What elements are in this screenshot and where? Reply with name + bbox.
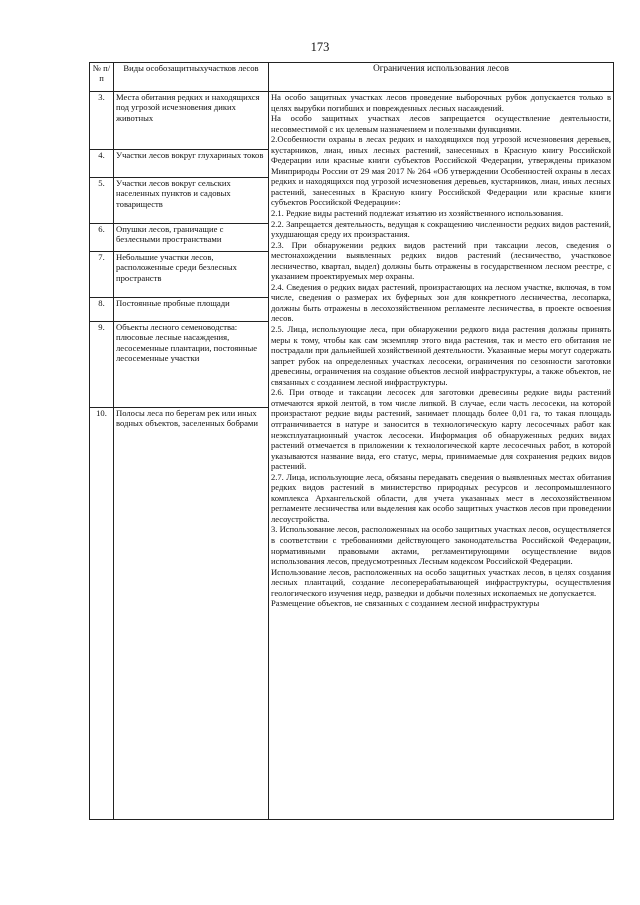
paragraph: Использование лесов, расположенных на особо защитных участках лесов, в целях создания лесных плантаций, создание лесоперерабатывающей инфраструктуры, осуществления геологического изучения недр, разведки и добычи полезных ископаемых не допускается. xyxy=(271,566,611,598)
paragraph: Размещение объектов, не связанных с созданием лесной инфраструктуры xyxy=(271,598,540,609)
row-type: Небольшие участки лесов, расположенные среди безлесных пространств xyxy=(114,252,269,298)
paragraph: 2.2. Запрещается деятельность, ведущая к сокращению численности редких видов растений, ухудшающая среду их произрастания. xyxy=(271,218,611,240)
row-type: Опушки лесов, граничащие с безлесными пространствами xyxy=(114,224,269,252)
paragraph: 2.3. При обнаружении редких видов растений при таксации лесов, сведения о местонахождении выявленных редких видов растений (лесничество, участковое лесничество, квартал, выдел) должны быть отражены в государственном лесном реестре, с указанием проектируемых мер охраны. xyxy=(271,239,611,282)
paragraph: На особо защитных участках лесов проведение выборочных рубок допускается только в целях вырубки погибших и поврежденных лесных насаждений. xyxy=(271,92,611,113)
restrictions-table xyxy=(89,62,614,820)
paragraph: 2.Особенности охраны в лесах редких и находящихся под угрозой исчезновения деревьев, кустарников, лиан, иных лесных растений, занесенных в Красную книгу Российской Федерации или красные книги субъектов Российской Федерации, утверждены приказом Минприроды России от 29 мая 2017 № 264 «Об утверждении Особенностей охраны в лесах редких и находящихся под угрозой исчезновения деревьев, кустарников, лиан, иных лесных растений, занесенных в Красную книгу Российской Федерации или красные книги субъектов Российской Федерации»: xyxy=(271,134,611,208)
row-num: 4. xyxy=(90,150,114,178)
row-num: 8. xyxy=(90,298,114,322)
table-header xyxy=(90,63,614,92)
table-row xyxy=(90,92,614,150)
row-type-line: Объекты лесного семеноводства: xyxy=(116,322,238,332)
paragraph: 2.7. Лица, использующие леса, обязаны передавать сведения о выявленных местах обитания редких видов растений в министерство природных ресурсов и лесопромышленного комплекса Архангельской области, для учета указанных мест в лесохозяйственном регламенте лесничества или выделения как особо защитных участков лесов при проведении лесоустройства. xyxy=(271,471,611,524)
row-num: 10. xyxy=(90,408,114,820)
row-type: Постоянные пробные площади xyxy=(114,298,269,322)
row-num: 5. xyxy=(90,178,114,224)
row-type-line: плюсовые лесные насаждения, лесосеменные плантации, постоянные лесосеменные участки xyxy=(116,332,258,364)
restrictions-text xyxy=(269,92,614,820)
paragraph: 2.1. Редкие виды растений подлежат изъятию из хозяйственного использования. xyxy=(271,208,564,219)
header-num: № п/п xyxy=(90,63,114,92)
header-text: Ограничения использования лесов xyxy=(269,63,614,92)
paragraph: 3. Использование лесов, расположенных на особо защитных участках лесов, осуществляется в соответствии с требованиями действующего законодательства Российской Федерации, нормативными правовыми актами, регламентирующими осуществление видов использования лесов, предусмотренных Лесным кодексом Российской Федерации. xyxy=(271,524,611,567)
row-type: Участки лесов вокруг сельских населенных пунктов и садовых товариществ xyxy=(114,178,269,224)
row-num: 3. xyxy=(90,92,114,150)
row-type: Места обитания редких и находящихся под угрозой исчезновения диких животных xyxy=(114,92,269,150)
row-num: 7. xyxy=(90,252,114,298)
row-type xyxy=(114,322,269,408)
row-num: 9. xyxy=(90,322,114,408)
header-type: Виды особозащитныхучастков лесов xyxy=(114,63,269,92)
page-number: 173 xyxy=(310,40,330,54)
row-num: 6. xyxy=(90,224,114,252)
row-type: Участки лесов вокруг глухариных токов xyxy=(114,150,269,178)
paragraph: 2.4. Сведения о редких видах растений, произрастающих на лесном участке, включая, в том числе, сведения о размерах их буферных зон для конкретного лесничества, лесопарка, должны быть отражены в лесохозяйственном регламенте лесничества, в проекте освоения лесов. xyxy=(271,281,611,324)
paragraph: 2.6. При отводе и таксации лесосек для заготовки древесины редкие виды растений отмечаются яркой лентой, в том числе липкой. В случае, если часть лесосеки, на которой произрастают редкие виды растений, занимает площадь более 0,01 га, то такая площадь отграничивается в натуре и заносится в технологическую карту лесосечных работ как неэксплуатационный участок лесосеки. Информация об обнаруженных редких видах растений отмечается в приложении к технологической карте лесосечных работ, в которой указываются название вида, его статус, меры, принимаемые для сохранения редких видов растений. xyxy=(271,387,611,472)
paragraph: На особо защитных участках лесов запрещается осуществление деятельности, несовместимой с их целевым назначением и полезными функциями. xyxy=(271,113,611,134)
paragraph: 2.5. Лица, использующие леса, при обнаружении редкого вида растения должны принять меры к тому, чтобы как сам экземпляр этого вида растения, так и место его обитания не пострадали при дальнейшей хозяйственной деятельности. Указанные меры могут содержать запрет рубок на определенных участках лесосеки, ограничения по сезонности заготовки древесины, ограничения на создание объектов лесной инфраструктуры, а также объектов, не связанных с созданием лесной инфраструктуры. xyxy=(271,324,611,387)
row-type: Полосы леса по берегам рек или иных водных объектов, заселенных бобрами xyxy=(114,408,269,820)
